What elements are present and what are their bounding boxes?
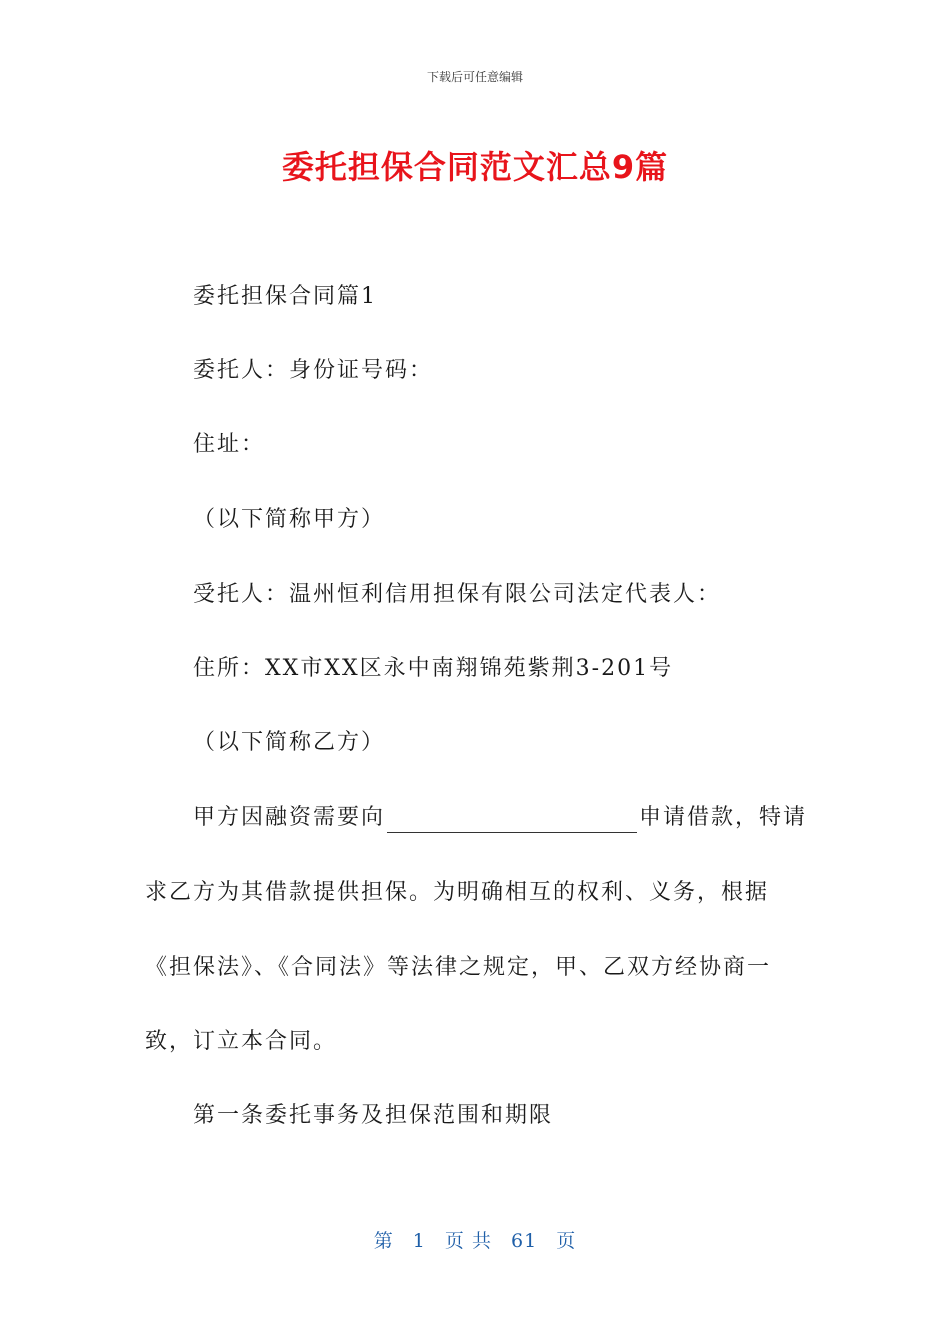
footer-page-number: 1 <box>412 1230 426 1252</box>
paragraph-purpose-line2: 求乙方为其借款提供担保。为明确相互的权利、义务，根据 <box>145 880 770 905</box>
paragraph-agent: 受托人：温州恒利信用担保有限公司法定代表人： <box>193 582 722 607</box>
page-footer <box>0 1226 950 1253</box>
fill-in-blank <box>387 810 637 833</box>
paragraph-address: 住址： <box>193 432 266 457</box>
paragraph-purpose-line4: 致，订立本合同。 <box>145 1029 338 1054</box>
document-title: 委托担保合同范文汇总9篇 <box>281 148 669 186</box>
paragraph-purpose <box>145 803 853 833</box>
paragraph-purpose-line3: 《担保法》、《合同法》等法律之规定，甲、乙双方经协商一 <box>145 955 772 980</box>
paragraph-purpose-end: 申请借款，特请 <box>639 805 808 830</box>
paragraph-party-a-alias: （以下简称甲方） <box>193 507 386 532</box>
footer-middle: 页 共 <box>444 1230 492 1252</box>
footer-total-pages: 61 <box>511 1230 538 1252</box>
header-note: 下载后可任意编辑 <box>426 70 523 84</box>
paragraph-article-1: 第一条委托事务及担保范围和期限 <box>193 1103 554 1128</box>
paragraph-party-b-alias: （以下简称乙方） <box>193 730 386 755</box>
footer-suffix: 页 <box>556 1230 577 1252</box>
footer-prefix: 第 <box>373 1230 394 1252</box>
paragraph-principal: 委托人：身份证号码： <box>193 358 434 383</box>
paragraph-domicile: 住所：XX市XX区永中南翔锦苑紫荆3-201号 <box>193 656 674 681</box>
paragraph-section-heading: 委托担保合同篇1 <box>193 284 377 309</box>
paragraph-purpose-start: 甲方因融资需要向 <box>193 805 386 830</box>
